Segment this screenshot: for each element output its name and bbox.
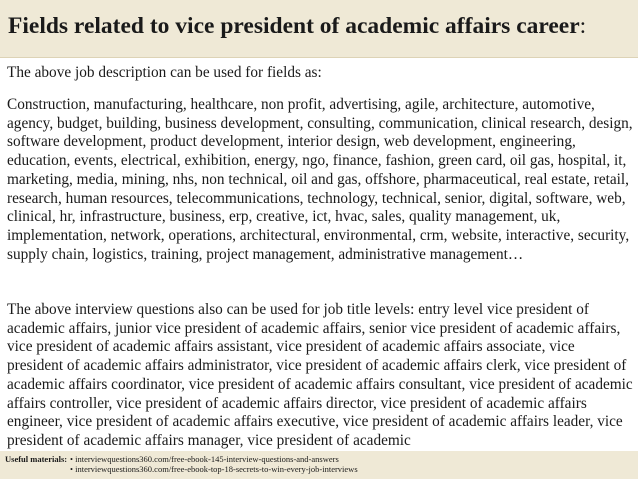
title-bar — [0, 0, 638, 58]
title-colon: : — [579, 13, 587, 39]
footer-label: Useful materials: — [5, 454, 68, 464]
job-levels-paragraph: The above interview questions also can be used for job title levels: entry level vice president of academic affairs, junior vice president of academic affairs, senior vice president of academic affairs, vice president of academic affairs assistant, vice president of academic affairs associate, vice president of academic affairs administrator, vice president of academic affairs clerk, vice president of academic affairs coordinator, vice president of academic affairs consultant, vice president of academic affairs controller, vice president of academic affairs director, vice president of academic affairs engineer, vice president of academic affairs executive, vice president of academic affairs leader, vice president of academic affairs manager, vice president of academic — [7, 301, 633, 449]
fields-paragraph: Construction, manufacturing, healthcare, non profit, advertising, agile, architecture, automotive, agency, budget, building, business development, consulting, communication, clinical research, design, software development, product development, interior design, web development, engineering, education, events, electrical, exhibition, energy, ngo, finance, fashion, green card, oil gas, hospital, it, marketing, media, mining, nhs, non technical, oil and gas, offshore, pharmaceutical, real estate, retail, research, human resources, telecommunications, technology, technical, senior, digital, software, web, clinical, hr, infrastructure, business, erp, creative, ict, hvac, sales, quality management, uk, implementation, network, operations, architectural, environmental, crm, website, interactive, security, supply chain, logistics, training, project management, administrative management… — [7, 96, 633, 263]
footer-link-ebook-145[interactable]: • interviewquestions360.com/free-ebook-145-interview-questions-and-answers — [70, 454, 339, 464]
footer-links — [70, 454, 358, 474]
intro-paragraph: The above job description can be used for fields as: — [7, 64, 322, 81]
title-text: Fields related to vice president of academic affairs career — [8, 13, 580, 39]
page-title — [8, 13, 586, 40]
footer-link-ebook-top-18[interactable]: • interviewquestions360.com/free-ebook-top-18-secrets-to-win-every-job-interviews — [70, 464, 358, 474]
footer — [0, 451, 638, 479]
